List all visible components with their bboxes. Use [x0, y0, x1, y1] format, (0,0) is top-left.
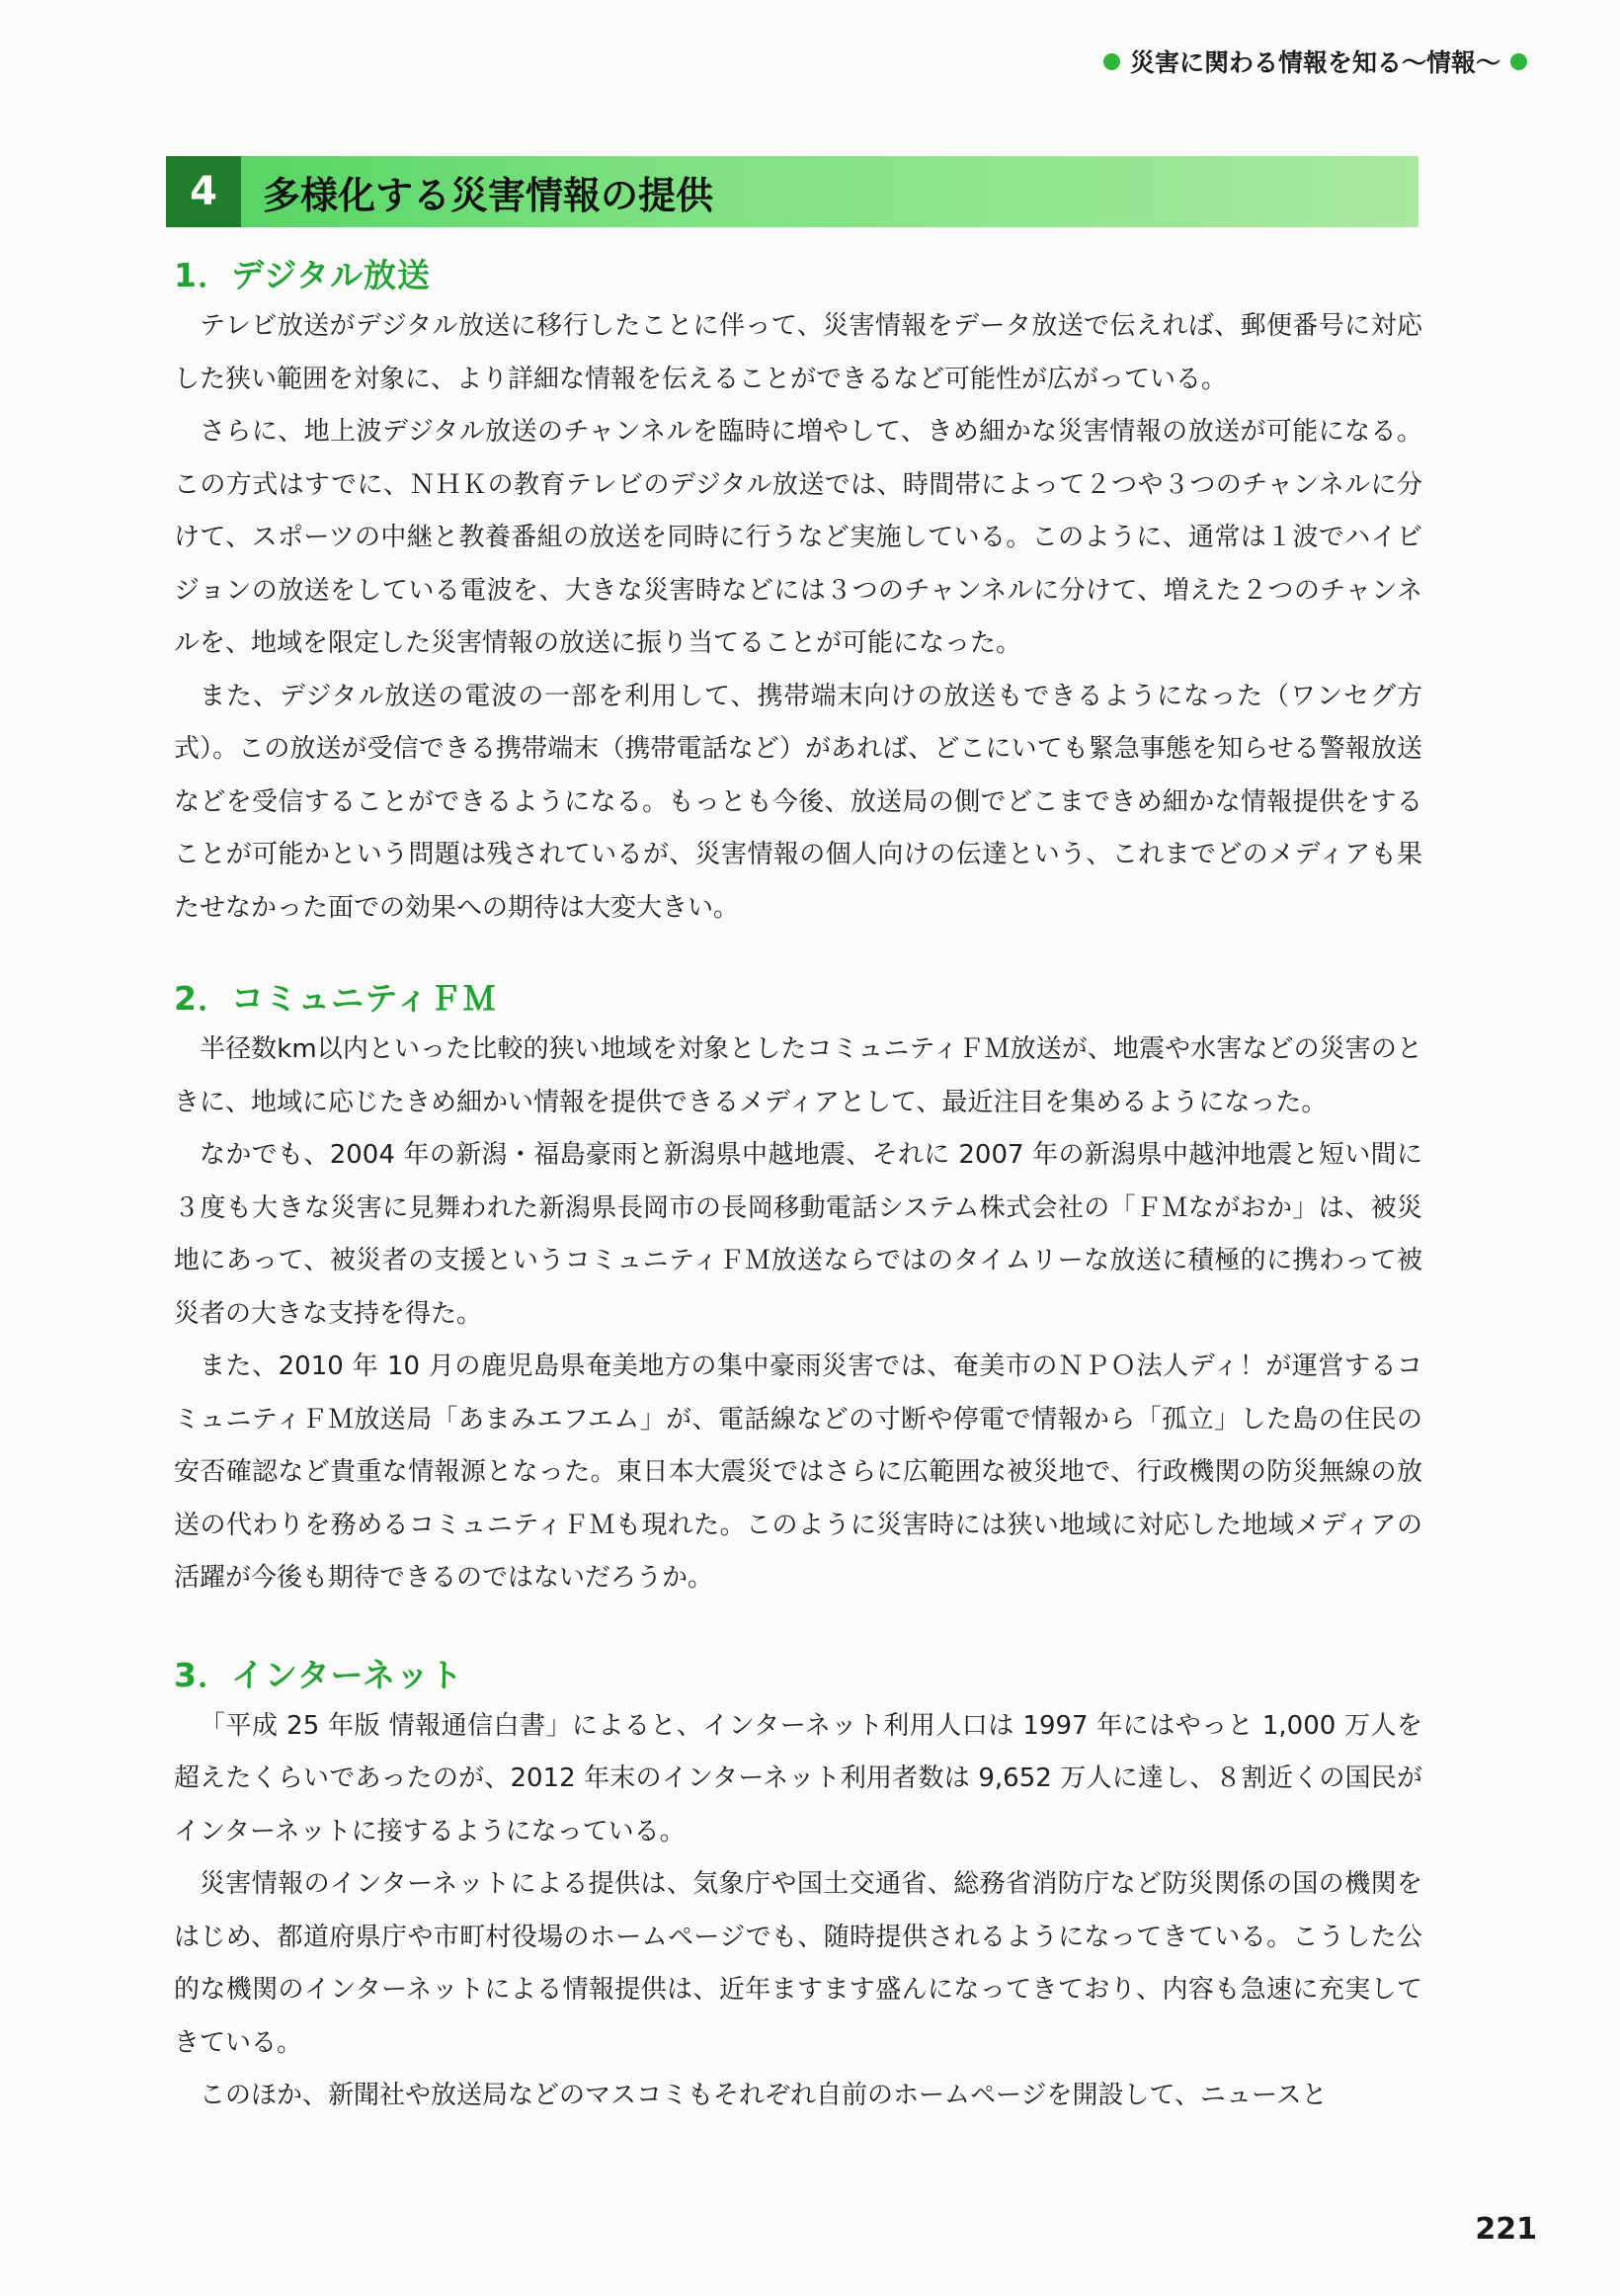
- paragraph: また、2010 年 10 月の鹿児島県奄美地方の集中豪雨災害では、奄美市のＮＰＯ法人ディ！が運営するコミュニティＦＭ放送局「あまみエフエム」が、電話線などの寸断や停電で情報から「孤立」した島の住民の安否確認など貴重な情報源となった。東日本大震災ではさらに広範囲な被災地で、行政機関の防災無線の放送の代わりを務めるコミュニティＦＭも現れた。このように災害時には狭い地域に対応した地域メディアの活躍が今後も期待できるのではないだろうか。: [174, 1352, 1422, 1593]
- subsection-heading-community-fm: 2．コミュニティＦＭ: [174, 979, 497, 1018]
- paragraph: 災害情報のインターネットによる提供は、気象庁や国土交通省、総務省消防庁など防災関係の国の機関をはじめ、都道府県庁や市町村役場のホームページでも、随時提供されるようになってきている。こうした公的な機関のインターネットによる情報提供は、近年ますます盛んになってきており、内容も急速に充実してきている。: [174, 1869, 1422, 2058]
- paragraph: また、デジタル放送の電波の一部を利用して、携帯端末向けの放送もできるようになった（ワンセグ方式）。この放送が受信できる携帯端末（携帯電話など）があれば、どこにいても緊急事態を知らせる警報放送などを受信することができるようになる。もっとも今後、放送局の側でどこまできめ細かな情報提供をすることが可能かという問題は残されているが、災害情報の個人向けの伝達という、これまでどのメディアも果たせなかった面での効果への期待は大変大きい。: [174, 681, 1422, 923]
- bullet-dot-icon: [1510, 53, 1527, 70]
- paragraph: このほか、新聞社や放送局などのマスコミもそれぞれ自前のホームページを開設して、ニュースと: [200, 2081, 1328, 2110]
- running-header: [1103, 43, 1527, 79]
- paragraph: 半径数km以内といった比較的狭い地域を対象としたコミュニティＦＭ放送が、地震や水害などの災害のときに、地域に応じたきめ細かい情報を提供できるメディアとして、最近注目を集めるようになった。: [174, 1034, 1422, 1117]
- paragraph: テレビ放送がデジタル放送に移行したことに伴って、災害情報をデータ放送で伝えれば、郵便番号に対応した狭い範囲を対象に、より詳細な情報を伝えることができるなど可能性が広がっている。: [174, 311, 1422, 394]
- section-heading: [166, 156, 1418, 227]
- bullet-dot-icon: [1103, 53, 1120, 70]
- body-content: [174, 251, 1422, 2123]
- running-header-text: 災害に関わる情報を知る〜情報〜: [1129, 48, 1500, 77]
- paragraph: 「平成 25 年版 情報通信白書」によると、インターネット利用人口は 1997 年にはやっと 1,000 万人を超えたくらいであったのが、2012 年末のインターネット利用者数は 9,652 万人に達し、８割近くの国民がインターネットに接するようになっている。: [174, 1710, 1422, 1846]
- paragraph: なかでも、2004 年の新潟・福島豪雨と新潟県中越地震、それに 2007 年の新潟県中越沖地震と短い間に３度も大きな災害に見舞われた新潟県長岡市の長岡移動電話システム株式会社の「ＦＭながおか」は、被災地にあって、被災者の支援というコミュニティＦＭ放送ならではのタイムリーな放送に積極的に携わって被災者の大きな支持を得た。: [174, 1140, 1422, 1329]
- paragraph: さらに、地上波デジタル放送のチャンネルを臨時に増やして、きめ細かな災害情報の放送が可能になる。この方式はすでに、ＮＨＫの教育テレビのデジタル放送では、時間帯によって２つや３つのチャンネルに分けて、スポーツの中継と教養番組の放送を同時に行うなど実施している。このように、通常は１波でハイビジョンの放送をしている電波を、大きな災害時などには３つのチャンネルに分けて、増えた２つのチャンネルを、地域を限定した災害情報の放送に振り当てることが可能になった。: [174, 417, 1422, 658]
- page-number: 221: [1475, 2212, 1537, 2247]
- subsection-heading-digital-broadcast: 1．デジタル放送: [174, 256, 431, 294]
- section-title: 多様化する災害情報の提供: [263, 173, 714, 217]
- section-number: 4: [166, 156, 241, 227]
- subsection-heading-internet: 3．インターネット: [174, 1655, 463, 1694]
